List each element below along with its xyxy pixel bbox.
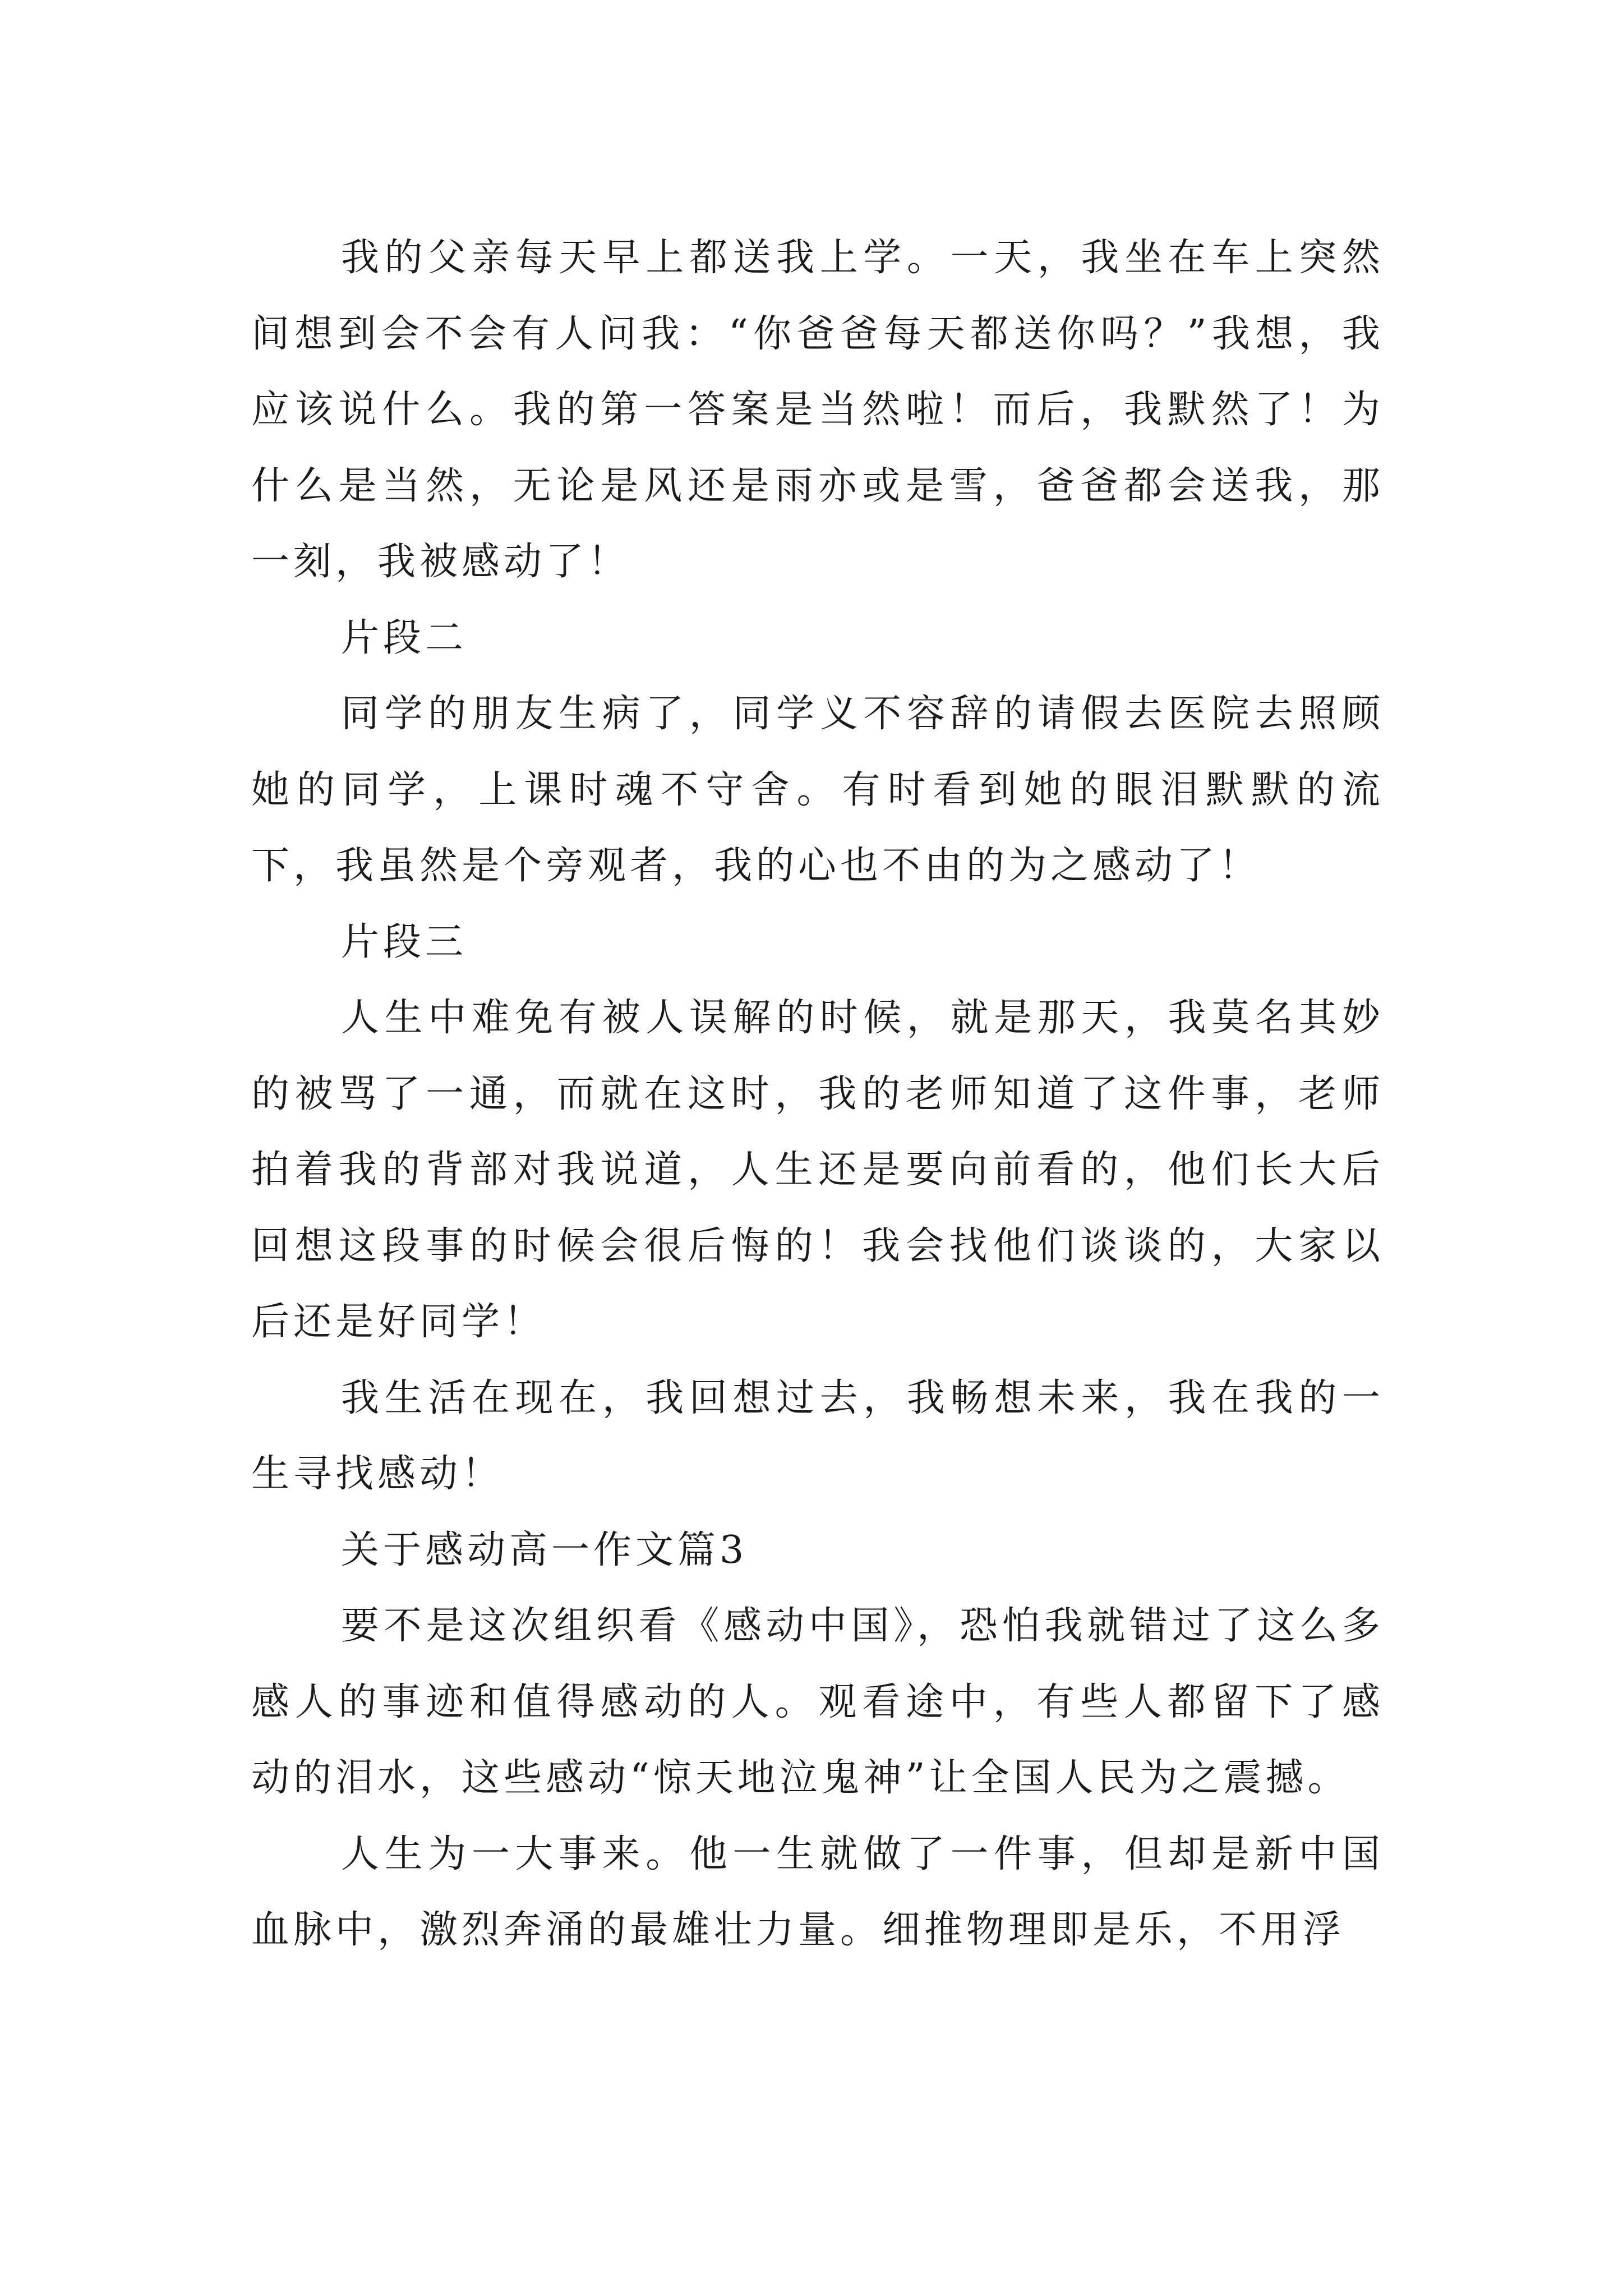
paragraph-father-story: 我的父亲每天早上都送我上学。一天，我坐在车上突然间想到会不会有人问我：“你爸爸每天都送你吗？”我想，我应该说什么。我的第一答案是当然啦！而后，我默然了！为什么是当然，无论是风还是雨亦或是雪，爸爸都会送我，那一刻，我被感动了！: [251, 236, 1384, 584]
paragraph-life-one-thing: 人生为一大事来。他一生就做了一件事，但却是新中国血脉中，激烈奔涌的最雄壮力量。细推物理即是乐，不用浮: [251, 1832, 1384, 1952]
paragraph-touching-china: 要不是这次组织看《感动中国》，恐怕我就错过了这么多感人的事迹和值得感动的人。观看途中，有些人都留下了感动的泪水，这些感动“惊天地泣鬼神”让全国人民为之震撼。: [251, 1604, 1384, 1800]
essay-title-part-three: 关于感动高一作文篇3: [341, 1527, 748, 1572]
section-heading-fragment-three: 片段三: [341, 919, 468, 964]
paragraph-classmate-story: 同学的朋友生病了，同学义不容辞的请假去医院去照顾她的同学，上课时魂不守舍。有时看到她的眼泪默默的流下，我虽然是个旁观者，我的心也不由的为之感动了！: [251, 692, 1384, 888]
paragraph-seek-moving: 我生活在现在，我回想过去，我畅想未来，我在我的一生寻找感动！: [251, 1375, 1384, 1496]
paragraph-teacher-story: 人生中难免有被人误解的时候，就是那天，我莫名其妙的被骂了一通，而就在这时，我的老师知道了这件事，老师拍着我的背部对我说道，人生还是要向前看的，他们长大后回想这段事的时候会很后悔的！我会找他们谈谈的，大家以后还是好同学！: [251, 996, 1384, 1344]
document-body: [251, 220, 1384, 1968]
section-heading-fragment-two: 片段二: [341, 615, 468, 660]
